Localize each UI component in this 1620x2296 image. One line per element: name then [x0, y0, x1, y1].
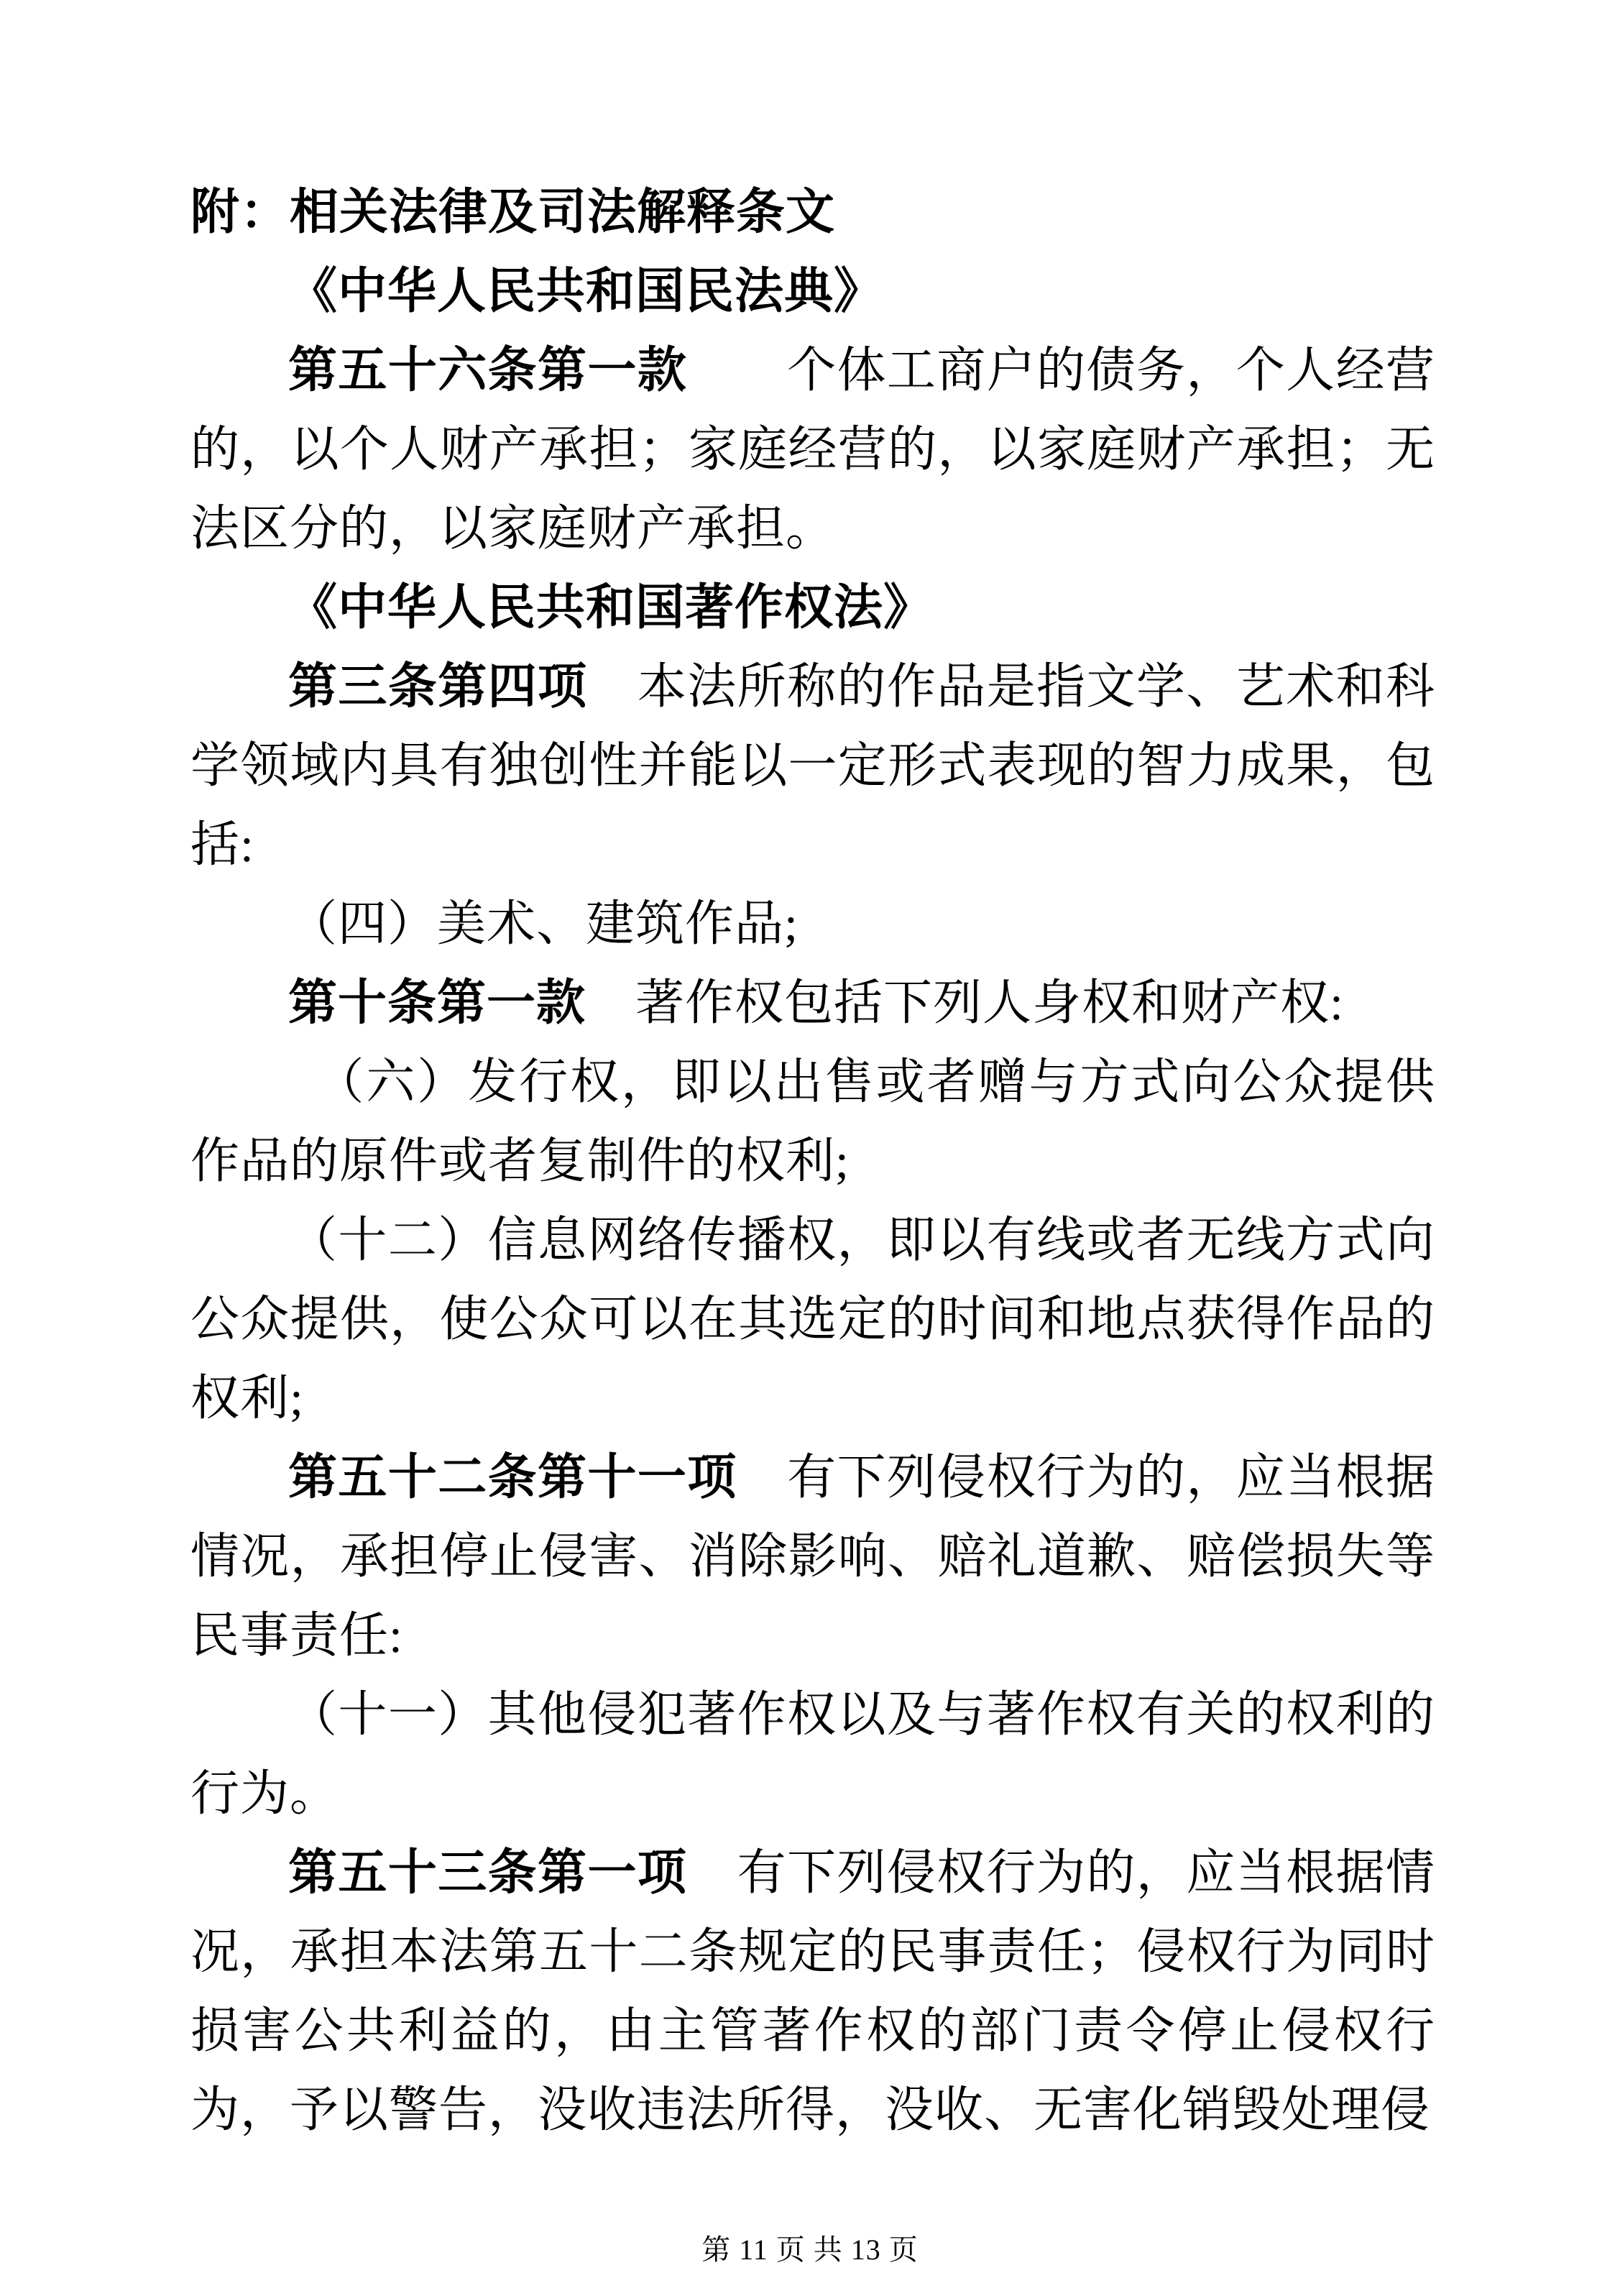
- paragraph: [190, 1200, 1435, 1438]
- paragraph: [190, 1675, 1435, 1833]
- article-ref-bold: 第十条第一款: [288, 975, 586, 1030]
- article-ref-bold: 《中华人民共和国民法典》: [288, 264, 884, 318]
- article-ref-bold: 《中华人民共和国著作权法》: [288, 580, 934, 635]
- paragraph: [190, 647, 1435, 884]
- paragraph: [190, 1438, 1435, 1675]
- text-run: （十一）其他侵犯著作权以及与著作权有关的权利的行为。: [190, 1687, 1435, 1821]
- text-run: 著作权包括下列人身权和财产权:: [586, 975, 1344, 1030]
- article-ref-bold: 第五十六条第一款: [288, 343, 688, 398]
- paragraph: [190, 1042, 1435, 1200]
- text-run: （十二）信息网络传播权，即以有线或者无线方式向公众提供，使公众可以在其选定的时间和地点获得作品的权利;: [190, 1213, 1435, 1425]
- paragraph: [190, 884, 1435, 963]
- article-ref-bold: 第三条第四项: [288, 659, 588, 714]
- page-footer: 第 11 页 共 13 页: [701, 2233, 919, 2266]
- text-run: （六）发行权，即以出售或者赠与方式向公众提供作品的原件或者复制件的权利;: [190, 1055, 1435, 1188]
- paragraph: [190, 173, 1435, 252]
- paragraph: [190, 331, 1435, 568]
- article-ref-bold: 第五十二条第十一项: [288, 1450, 737, 1505]
- paragraph: [190, 1833, 1435, 2149]
- text-run: 本法所称的作品是指文学、艺术和科学领域内具有独创性并能以一定形式表现的智力成果，包括:: [190, 659, 1435, 872]
- paragraph: [190, 963, 1435, 1042]
- article-ref-bold: 附：相关法律及司法解释条文: [190, 185, 836, 239]
- text-run: 有下列侵权行为的，应当根据情况，承担本法第五十二条规定的民事责任；侵权行为同时损害公共利益的，由主管著作权的部门责令停止侵权行为，予以警告，没收违法所得，没收、无害化销毁处理侵: [190, 1845, 1435, 2137]
- article-ref-bold: 第五十三条第一项: [288, 1845, 688, 1900]
- text-run: 个体工商户的债务，个人经营的，以个人财产承担；家庭经营的，以家庭财产承担；无法区分的，以家庭财产承担。: [190, 343, 1435, 556]
- text-run: 有下列侵权行为的，应当根据情况，承担停止侵害、消除影响、赔礼道歉、赔偿损失等民事责任:: [190, 1450, 1435, 1663]
- paragraph: [190, 252, 1435, 331]
- text-run: （四）美术、建筑作品;: [288, 896, 799, 951]
- paragraph: [190, 568, 1435, 647]
- document-body: [190, 173, 1435, 2149]
